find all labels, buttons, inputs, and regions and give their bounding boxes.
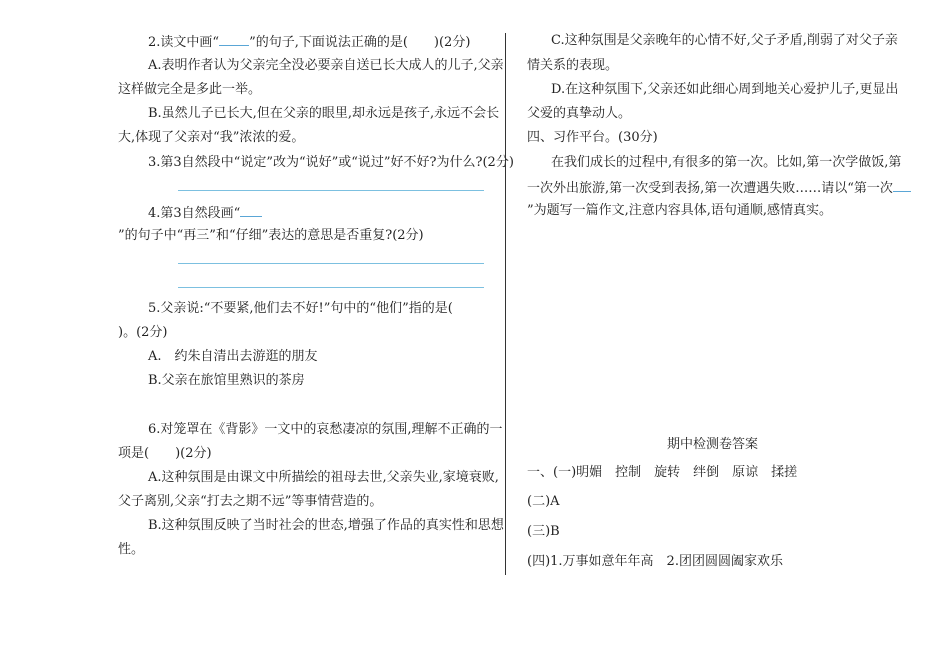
question-2-option-a-line2: 这样做完全是多此一举。 bbox=[118, 82, 262, 97]
answer-line-4: (四)1.万事如意年年高 2.团团圆圆阖家欢乐 bbox=[527, 554, 783, 569]
question-4-line2: ”的句子中“再三”和“仔细”表达的意思是否重复?(2分) bbox=[118, 228, 424, 243]
writing-prompt-line1: 在我们成长的过程中,有很多的第一次。比如,第一次学做饭,第 bbox=[551, 155, 902, 170]
question-2: 2.读文中画“ ”的句子,下面说法正确的是( )(2分) bbox=[148, 35, 471, 50]
question-5-line1: 5.父亲说:“不要紧,他们去不好!”句中的“他们”指的是( bbox=[148, 301, 453, 316]
answer-line[interactable] bbox=[178, 287, 484, 288]
question-6-option-c-line1: C.这种氛围是父亲晚年的心情不好,父子矛盾,削弱了对父子亲 bbox=[551, 33, 898, 48]
column-divider bbox=[505, 33, 506, 575]
question-5-line2: )。(2分) bbox=[118, 325, 168, 340]
underline-blank bbox=[240, 204, 262, 217]
answer-line[interactable] bbox=[178, 190, 484, 191]
question-5-option-b: B.父亲在旅馆里熟识的茶房 bbox=[148, 373, 305, 388]
question-6-option-a-line1: A.这种氛围是由课文中所描绘的祖母去世,父亲失业,家境衰败, bbox=[148, 470, 499, 485]
underline-blank bbox=[219, 33, 249, 46]
writing-prompt-line2: 一次外出旅游,第一次受到表扬,第一次遭遇失败……请以“第一次 bbox=[527, 179, 911, 197]
question-3: 3.第3自然段中“说定”改为“说好”或“说过”好不好?为什么?(2分) bbox=[148, 155, 514, 170]
answer-line-2: (二)A bbox=[527, 494, 560, 509]
question-4-line1: 4.第3自然段画“ bbox=[148, 204, 262, 222]
question-2-option-b-line2: 大,体现了父亲对“我”浓浓的爱。 bbox=[118, 130, 305, 145]
question-6-option-d-line1: D.在这种氛围下,父亲还如此细心周到地关心爱护儿子,更显出 bbox=[551, 82, 899, 97]
underline-blank bbox=[893, 179, 911, 192]
question-6-option-b-line1: B.这种氛围反映了当时社会的世态,增强了作品的真实性和思想 bbox=[148, 518, 504, 533]
question-6-option-a-line2: 父子离别,父亲“打去之期不远”等事情营造的。 bbox=[118, 494, 383, 509]
answer-line-1: 一、(一)明媚 控制 旋转 绊倒 原谅 揉搓 bbox=[527, 465, 798, 480]
writing-prompt-line3: ”为题写一篇作文,注意内容具体,语句通顺,感情真实。 bbox=[527, 203, 833, 218]
question-6-line2: 项是( )(2分) bbox=[118, 446, 212, 461]
answer-key-title: 期中检测卷答案 bbox=[667, 437, 759, 452]
question-2-option-b-line1: B.虽然儿子已长大,但在父亲的眼里,却永远是孩子,永远不会长 bbox=[148, 106, 500, 121]
answer-line[interactable] bbox=[178, 263, 484, 264]
question-6-line1: 6.对笼罩在《背影》一文中的哀愁凄凉的氛围,理解不正确的一 bbox=[148, 422, 503, 437]
section-4-heading: 四、习作平台。(30分) bbox=[527, 130, 658, 145]
question-6-option-b-line2: 性。 bbox=[118, 542, 145, 557]
question-5-option-a: A. 约朱自清出去游逛的朋友 bbox=[148, 349, 318, 364]
question-6-option-c-line2: 情关系的表现。 bbox=[527, 58, 619, 73]
question-2-option-a-line1: A.表明作者认为父亲完全没必要亲自送已长大成人的儿子,父亲 bbox=[148, 58, 504, 73]
question-6-option-d-line2: 父爱的真挚动人。 bbox=[527, 106, 632, 121]
answer-line-3: (三)B bbox=[527, 524, 560, 539]
